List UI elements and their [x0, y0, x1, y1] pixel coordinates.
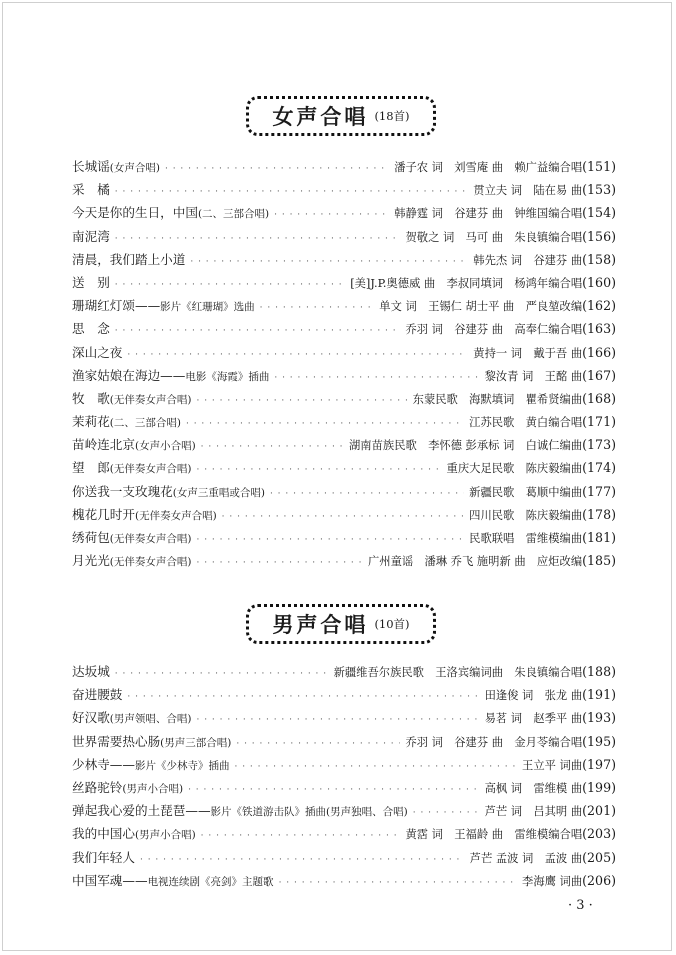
entry-title: 好汉歌 [72, 710, 110, 726]
leader-dots [270, 483, 464, 506]
entry-subtitle: 影片《少林寺》插曲 [134, 759, 230, 772]
toc-entry[interactable] [72, 822, 616, 845]
entry-page: (195) [582, 733, 616, 749]
leader-dots [188, 779, 479, 802]
entry-subtitle: (无伴奏女声合唱) [109, 463, 192, 476]
leader-dots [274, 204, 389, 227]
entry-subtitle: (男声三部合唱) [160, 736, 232, 749]
entry-title: 达坂城 [72, 664, 110, 679]
leader-dots [190, 251, 468, 274]
entry-credits: 李海鹰 词曲 [522, 874, 583, 888]
entry-page: (174) [582, 460, 616, 476]
entry-title: 世界需要热心肠 [72, 733, 161, 749]
entry-credits: 芦芒 词 吕其明 曲 [484, 805, 583, 819]
entry-subtitle: (女声小合唱) [134, 440, 196, 453]
entry-page: (163) [582, 321, 616, 337]
entry-subtitle: 电影《海霞》插曲 [185, 370, 270, 383]
entry-subtitle: (无伴奏女声合唱) [109, 533, 192, 545]
female-section-header [0, 96, 676, 136]
entry-title: 送 别 [72, 274, 110, 290]
entry-title: 今天是你的生日，中国 [72, 205, 198, 221]
toc-entry[interactable] [72, 799, 616, 822]
entry-credits: 重庆大足民歌 陈庆毅编曲 [446, 462, 583, 476]
leader-dots [196, 552, 363, 575]
entry-subtitle: 影片《红珊瑚》选曲 [160, 301, 255, 314]
entry-page: (197) [582, 756, 616, 772]
toc-entry[interactable] [72, 753, 616, 776]
entry-credits: 乔羽 词 谷建芬 曲 金月苓编合唱 [405, 735, 583, 749]
entry-credits: 王立平 词曲 [522, 758, 583, 772]
leader-dots [165, 158, 389, 181]
leader-dots [196, 529, 464, 552]
entry-title: 丝路驼铃 [72, 779, 123, 795]
female-toc-list [72, 155, 616, 572]
entry-page: (151) [582, 159, 616, 174]
leader-dots [140, 849, 465, 872]
entry-credits: 高枫 词 雷维模 曲 [484, 781, 583, 795]
entry-page: (185) [582, 553, 616, 569]
entry-credits: 韩静霆 词 谷建芬 曲 钟维国编合唱 [394, 207, 583, 221]
toc-entry[interactable] [72, 410, 616, 433]
entry-page: (206) [582, 872, 616, 888]
entry-subtitle: 影片《铁道游击队》插曲(男声独唱、合唱) [210, 806, 408, 819]
entry-page: (188) [582, 664, 616, 679]
entry-subtitle: (男声小合唱) [122, 782, 184, 795]
entry-page: (167) [582, 367, 616, 383]
toc-entry[interactable] [72, 480, 616, 503]
entry-credits: 田逢俊 词 张龙 曲 [484, 689, 583, 703]
toc-entry[interactable] [72, 846, 616, 869]
entry-title: 奋进腰鼓 [72, 687, 123, 703]
entry-credits: 贺敬之 词 马可 曲 朱良镇编合唱 [405, 230, 583, 244]
entry-page: (166) [582, 344, 616, 360]
toc-entry[interactable] [72, 248, 616, 271]
entry-title: 牧 歌 [72, 390, 110, 406]
toc-entry[interactable] [72, 503, 616, 526]
toc-entry[interactable] [72, 660, 616, 683]
toc-entry[interactable] [72, 178, 616, 201]
female-section-title: 女声合唱 [272, 105, 369, 129]
entry-page: (162) [582, 298, 616, 314]
entry-page: (154) [582, 205, 616, 221]
entry-credits: 乔羽 词 谷建芬 曲 高奉仁编合唱 [405, 323, 583, 337]
leader-dots [115, 320, 401, 343]
entry-title: 中国军魂—— [72, 872, 148, 888]
leader-dots [196, 459, 441, 482]
entry-page: (201) [582, 803, 616, 819]
entry-credits: 芦芒 孟波 词 孟波 曲 [469, 851, 583, 865]
male-toc-list [72, 660, 616, 892]
entry-credits: 广州童谣 潘琳 乔飞 施明新 曲 应炬改编 [368, 555, 583, 569]
entry-credits: 黄持一 词 戴于吾 曲 [473, 346, 583, 360]
toc-entry[interactable] [72, 526, 616, 549]
entry-title: 你送我一支玫瑰花 [72, 483, 173, 499]
toc-entry[interactable] [72, 549, 616, 572]
entry-credits: 黎汝青 词 王酩 曲 [484, 369, 583, 383]
toc-entry[interactable] [72, 706, 616, 729]
leader-dots [222, 506, 464, 529]
entry-credits: 潘子农 词 刘雪庵 曲 赖广益编合唱 [394, 161, 583, 174]
leader-dots [274, 367, 479, 390]
entry-subtitle: (女声三重唱或合唱) [172, 486, 265, 499]
entry-page: (168) [582, 390, 616, 406]
toc-entry[interactable] [72, 317, 616, 340]
toc-entry[interactable] [72, 271, 616, 294]
entry-subtitle: (男声领唱、合唱) [109, 713, 192, 726]
entry-credits: 湖南苗族民歌 李怀德 彭承标 词 白诚仁编曲 [349, 439, 583, 453]
leader-dots [201, 825, 401, 848]
entry-credits: 江苏民歌 黄白编合唱 [469, 416, 583, 430]
entry-title: 我们年轻人 [72, 849, 135, 865]
toc-entry[interactable] [72, 341, 616, 364]
entry-title: 我的中国心 [72, 826, 135, 842]
entry-credits: 民歌联唱 雷维模编曲 [469, 532, 583, 545]
entry-subtitle: (女声合唱) [109, 162, 160, 174]
female-section-count: (18首) [374, 109, 410, 123]
entry-title: 珊瑚红灯颂—— [72, 298, 161, 314]
male-section-box [246, 604, 436, 644]
toc-entry[interactable] [72, 456, 616, 479]
entry-credits: 易茗 词 赵季平 曲 [484, 712, 583, 726]
leader-dots [236, 733, 400, 756]
entry-title: 弹起我心爱的土琵琶—— [72, 803, 211, 819]
toc-entry[interactable] [72, 433, 616, 456]
toc-entry[interactable] [72, 294, 616, 317]
entry-page: (203) [582, 826, 616, 842]
entry-page: (193) [582, 710, 616, 726]
entry-page: (171) [582, 414, 616, 430]
entry-credits: 新疆维吾尔族民歌 王洛宾编词曲 朱良镇编合唱 [333, 666, 583, 679]
leader-dots [196, 390, 407, 413]
leader-dots [279, 872, 517, 895]
leader-dots [196, 709, 479, 732]
page-number: · 3 · [568, 898, 593, 913]
entry-title: 清晨，我们踏上小道 [72, 251, 186, 267]
entry-subtitle: 电视连续剧《亮剑》主题歌 [147, 875, 274, 888]
entry-title: 槐花几时开 [72, 506, 135, 522]
entry-credits: 单文 词 王锡仁 胡士平 曲 严良堃改编 [379, 300, 583, 314]
entry-title: 茉莉花 [72, 414, 110, 430]
toc-entry[interactable] [72, 683, 616, 706]
entry-subtitle: (二、三部合唱) [197, 208, 270, 221]
entry-page: (153) [582, 182, 616, 198]
entry-title: 望 郎 [72, 460, 110, 476]
entry-title: 渔家姑娘在海边—— [72, 367, 186, 383]
entry-title: 月光光 [72, 553, 110, 569]
toc-entry[interactable] [72, 225, 616, 248]
entry-title: 苗岭连北京 [72, 437, 135, 453]
entry-page: (158) [582, 251, 616, 267]
male-section-title: 男声合唱 [272, 613, 369, 637]
entry-title: 绣荷包 [72, 530, 110, 545]
male-section-header [0, 604, 676, 644]
male-section-count: (10首) [374, 617, 410, 631]
entry-page: (173) [582, 437, 616, 453]
toc-entry[interactable] [72, 730, 616, 753]
entry-credits: 四川民歌 陈庆毅编曲 [469, 508, 583, 522]
toc-entry[interactable] [72, 364, 616, 387]
toc-entry[interactable] [72, 776, 616, 799]
toc-entry[interactable] [72, 155, 616, 178]
entry-subtitle: (无伴奏女声合唱) [109, 393, 192, 406]
entry-page: (181) [582, 530, 616, 545]
entry-title: 深山之夜 [72, 344, 123, 360]
entry-credits: 黄霑 词 王福龄 曲 雷维模编合唱 [405, 828, 583, 842]
toc-entry[interactable] [72, 869, 616, 892]
entry-page: (205) [582, 849, 616, 865]
entry-credits: [美]J.P.奥德威 曲 李叔同填词 杨鸿年编合唱 [350, 276, 583, 290]
entry-page: (191) [582, 687, 616, 703]
leader-dots [186, 413, 464, 436]
entry-title: 少林寺—— [72, 756, 135, 772]
entry-page: (160) [582, 274, 616, 290]
entry-subtitle: (无伴奏女声合唱) [134, 509, 217, 522]
entry-subtitle: (无伴奏女声合唱) [109, 556, 192, 569]
leader-dots [115, 663, 329, 686]
entry-title: 采 橘 [72, 182, 110, 198]
entry-page: (156) [582, 228, 616, 244]
entry-subtitle: (男声小合唱) [134, 829, 196, 842]
female-section-box [246, 96, 436, 136]
entry-credits: 贯立夫 词 陆在易 曲 [473, 184, 583, 198]
leader-dots [127, 686, 479, 709]
entry-page: (178) [582, 506, 616, 522]
leader-dots [260, 297, 375, 320]
entry-page: (199) [582, 779, 616, 795]
toc-entry[interactable] [72, 201, 616, 224]
entry-title: 长城谣 [72, 159, 110, 174]
toc-entry[interactable] [72, 387, 616, 410]
entry-subtitle: (二、三部合唱) [109, 417, 181, 430]
leader-dots [234, 756, 517, 779]
entry-title: 思 念 [72, 321, 110, 337]
entry-credits: 新疆民歌 葛顺中编曲 [469, 485, 583, 499]
entry-credits: 韩先杰 词 谷建芬 曲 [473, 253, 583, 267]
leader-dots [413, 802, 480, 825]
entry-credits: 东蒙民歌 海默填词 瞿希贤编曲 [412, 392, 583, 406]
leader-dots [201, 436, 344, 459]
entry-page: (177) [582, 483, 616, 499]
entry-title: 南泥湾 [72, 228, 110, 244]
